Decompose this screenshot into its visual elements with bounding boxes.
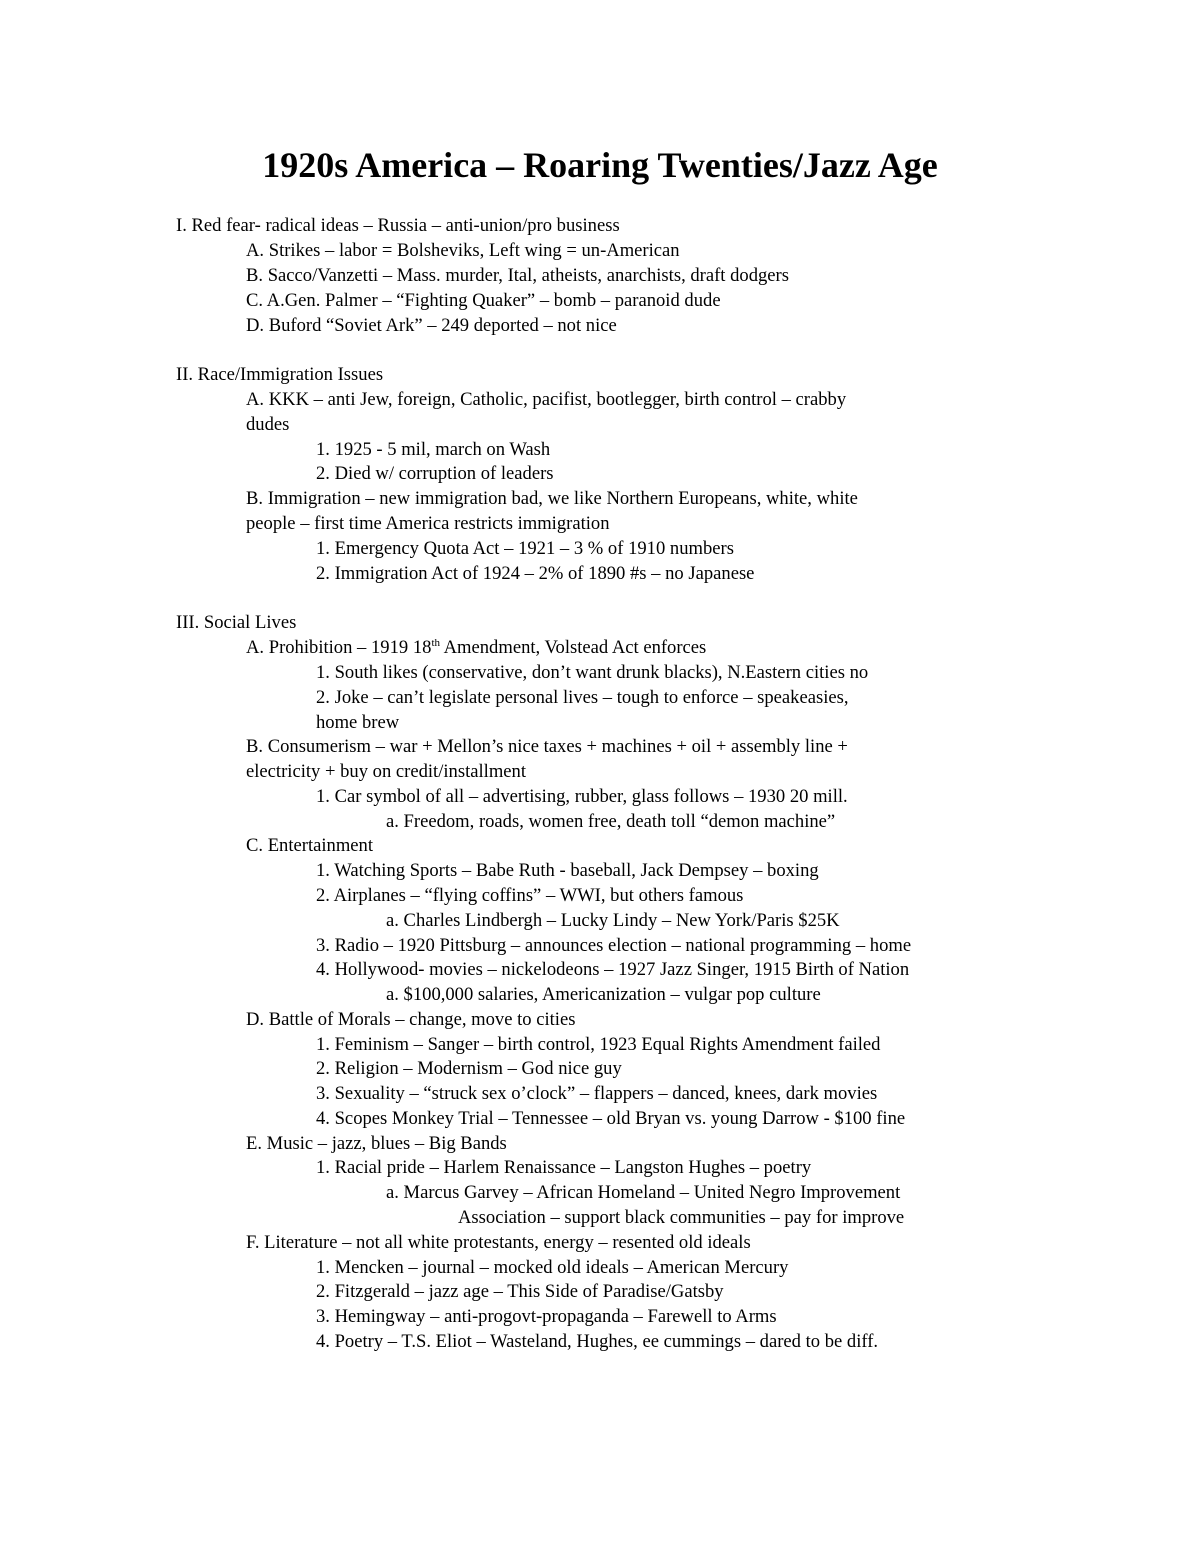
section-3-item-b-line2: electricity + buy on credit/installment (246, 761, 527, 782)
section-3-item-d: D. Battle of Morals – change, move to cities (246, 1009, 576, 1030)
section-1-heading: I. Red fear- radical ideas – Russia – anti-union/pro business (176, 215, 620, 236)
section-1-item-b: B. Sacco/Vanzetti – Mass. murder, Ital, atheists, anarchists, draft dodgers (246, 265, 789, 286)
section-1-item-d: D. Buford “Soviet Ark” – 249 deported – not nice (246, 315, 617, 336)
section-3-item-b-1-a: a. Freedom, roads, women free, death toll “demon machine” (386, 811, 836, 832)
document-title: 1920s America – Roaring Twenties/Jazz Age (262, 145, 938, 185)
section-3-item-a-text: A. Prohibition – 1919 18 (246, 637, 432, 658)
section-3-item-a-1: 1. South likes (conservative, don’t want drunk blacks), N.Eastern cities no (316, 662, 869, 683)
section-3-item-c-2: 2. Airplanes – “flying coffins” – WWI, but others famous (316, 885, 744, 906)
section-2-item-a-line1: A. KKK – anti Jew, foreign, Catholic, pacifist, bootlegger, birth control – crabby (246, 389, 847, 410)
section-3-item-d-1: 1. Feminism – Sanger – birth control, 1923 Equal Rights Amendment failed (316, 1034, 881, 1055)
section-3-item-d-4: 4. Scopes Monkey Trial – Tennessee – old Bryan vs. young Darrow - $100 fine (316, 1108, 906, 1129)
section-3-item-a-2-line1: 2. Joke – can’t legislate personal lives – tough to enforce – speakeasies, (316, 687, 849, 708)
section-3-item-b-1: 1. Car symbol of all – advertising, rubber, glass follows – 1930 20 mill. (316, 786, 848, 807)
section-3-item-e: E. Music – jazz, blues – Big Bands (246, 1133, 507, 1154)
section-3-item-c-4-a: a. $100,000 salaries, Americanization – vulgar pop culture (386, 984, 821, 1005)
section-2-heading: II. Race/Immigration Issues (176, 364, 384, 385)
section-2-item-a-1: 1. 1925 - 5 mil, march on Wash (316, 439, 551, 460)
section-3-heading: III. Social Lives (176, 612, 297, 633)
section-3-item-a-2-line2: home brew (316, 712, 400, 733)
section-3-item-f-3: 3. Hemingway – anti-progovt-propaganda – Farewell to Arms (316, 1306, 777, 1327)
section-2-item-a-2: 2. Died w/ corruption of leaders (316, 463, 554, 484)
section-2-item-b-line1: B. Immigration – new immigration bad, we like Northern Europeans, white, white (246, 488, 858, 509)
section-3-item-a (246, 635, 706, 660)
section-3-item-d-2: 2. Religion – Modernism – God nice guy (316, 1058, 622, 1079)
section-2-item-b-2: 2. Immigration Act of 1924 – 2% of 1890 #s – no Japanese (316, 563, 755, 584)
section-3-item-f-4: 4. Poetry – T.S. Eliot – Wasteland, Hughes, ee cummings – dared to be diff. (316, 1331, 879, 1352)
section-3-item-e-1-a-line1: a. Marcus Garvey – African Homeland – United Negro Improvement (386, 1182, 901, 1203)
section-3-item-d-3: 3. Sexuality – “struck sex o’clock” – flappers – danced, knees, dark movies (316, 1083, 878, 1104)
section-2-item-a-line2: dudes (246, 414, 290, 435)
section-3-item-f: F. Literature – not all white protestants, energy – resented old ideals (246, 1232, 751, 1253)
section-3-item-e-1: 1. Racial pride – Harlem Renaissance – Langston Hughes – poetry (316, 1157, 812, 1178)
section-3-item-c-4: 4. Hollywood- movies – nickelodeons – 1927 Jazz Singer, 1915 Birth of Nation (316, 959, 910, 980)
ordinal-superscript: th (431, 636, 440, 649)
section-3-item-b-line1: B. Consumerism – war + Mellon’s nice taxes + machines + oil + assembly line + (246, 736, 848, 757)
section-1-item-a: A. Strikes – labor = Bolsheviks, Left wing = un-American (246, 240, 680, 261)
section-2-item-b-1: 1. Emergency Quota Act – 1921 – 3 % of 1910 numbers (316, 538, 734, 559)
section-3-item-e-1-a-line2: Association – support black communities – pay for improve (458, 1207, 905, 1228)
section-3-item-a-text-cont: Amendment, Volstead Act enforces (440, 637, 707, 658)
section-3-item-c-3: 3. Radio – 1920 Pittsburg – announces election – national programming – home (316, 935, 912, 956)
section-3-item-c-1: 1. Watching Sports – Babe Ruth - baseball, Jack Dempsey – boxing (316, 860, 819, 881)
section-3-item-c: C. Entertainment (246, 835, 374, 856)
section-3-item-c-2-a: a. Charles Lindbergh – Lucky Lindy – New York/Paris $25K (386, 910, 840, 931)
section-3-item-f-1: 1. Mencken – journal – mocked old ideals – American Mercury (316, 1257, 789, 1278)
section-2-item-b-line2: people – first time America restricts immigration (246, 513, 610, 534)
section-1-item-c: C. A.Gen. Palmer – “Fighting Quaker” – bomb – paranoid dude (246, 290, 721, 311)
section-3-item-f-2: 2. Fitzgerald – jazz age – This Side of Paradise/Gatsby (316, 1281, 724, 1302)
